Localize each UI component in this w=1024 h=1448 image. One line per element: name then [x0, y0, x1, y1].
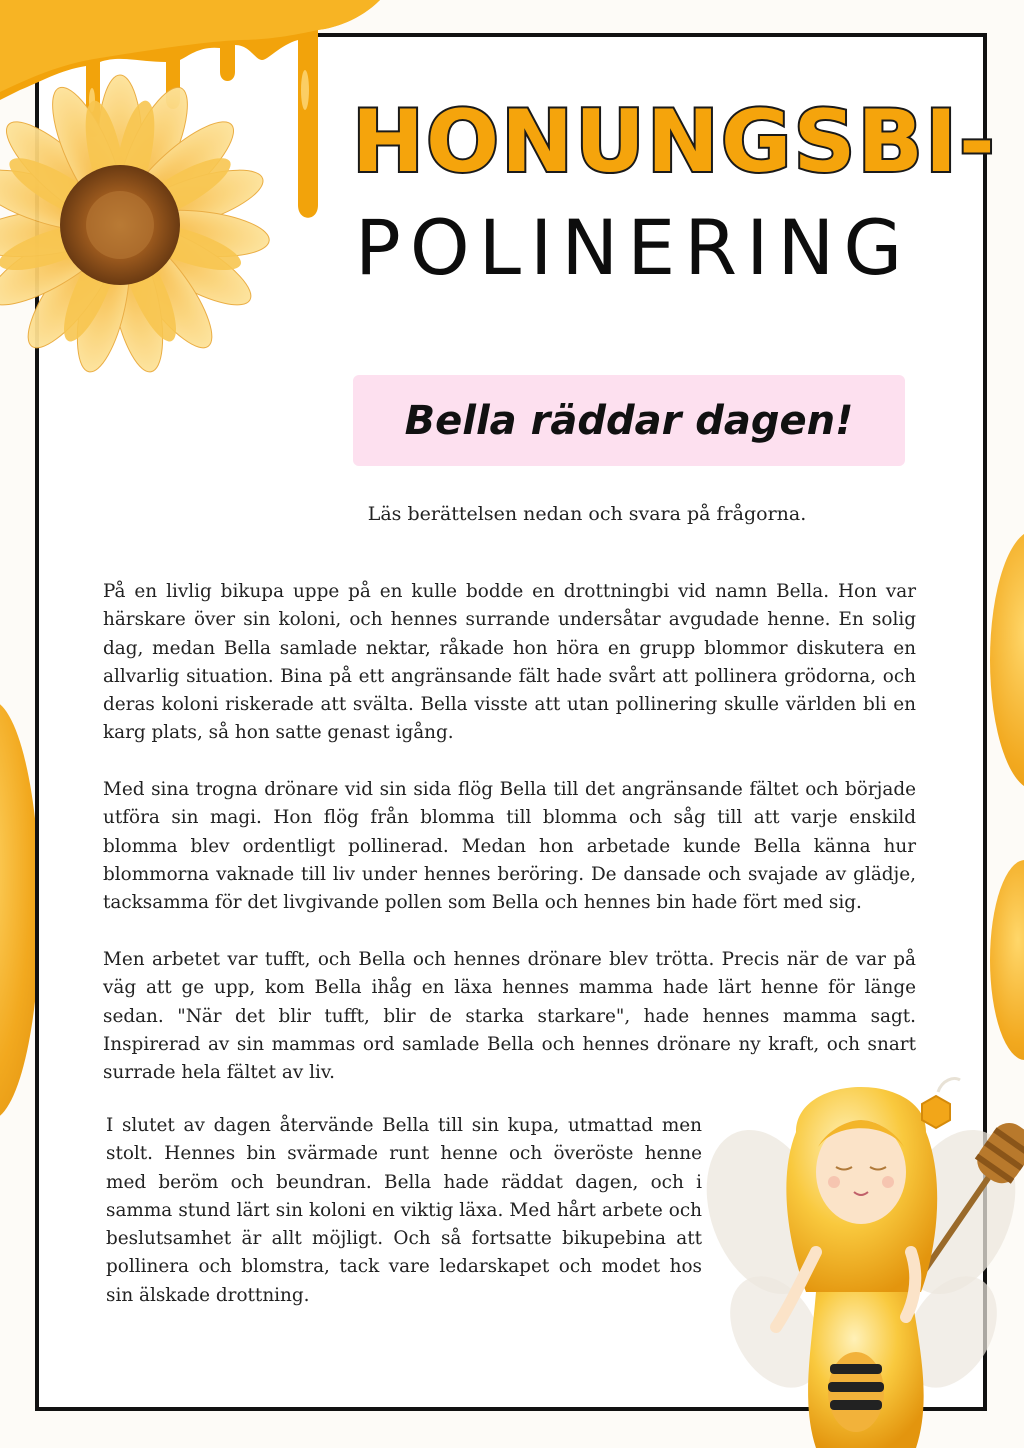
page-title-line-2: POLINERING	[355, 203, 912, 292]
instruction-text: Läs berättelsen nedan och svara på frågorna.	[367, 503, 807, 525]
honey-blob-left	[0, 700, 40, 1120]
story-paragraph-4: I slutet av dagen återvände Bella till sin kupa, utmattad men stolt. Hennes bin svärmade runt henne och överöste henne med beröm och beundran. Bella hade räddat dagen, och i samma stund lärt sin koloni en viktig läxa. Med hårt arbete och beslutsamhet är allt möjligt. Och så fortsatte bikupebina att pollinera och blomstra, tack vare ledarskapet och modet hos sin älskade drottning.	[106, 1115, 702, 1306]
story-paragraph-3: Men arbetet var tufft, och Bella och hennes drönare blev trötta. Precis när de var på väg att ge upp, kom Bella ihåg en läxa hennes mamma hade lärt henne för länge sedan. "När det blir tufft, blir de starka starkare", hade hennes mamma sagt. Inspirerad av sin mammas ord samlade Bella och hennes drönare ny kraft, och snart surrade hela fältet av liv.	[103, 949, 916, 1084]
story-paragraph-2: Med sina trogna drönare vid sin sida flög Bella till det angränsande fältet och började utföra sin magi. Hon flög från blomma till blomma och såg till att varje enskild blomma blev ordentligt pollinerad. Medan hon arbetade kunde Bella känna hur blommorna vaknade till liv under hennes beröring. De dansade och svajade av glädje, tacksamma för det livgivande pollen som Bella och hennes bin hade fört med sig.	[103, 779, 916, 914]
subtitle-banner	[353, 375, 905, 466]
story-paragraph-1: På en livlig bikupa uppe på en kulle bodde en drottningbi vid namn Bella. Hon var härskare över sin koloni, och hennes surrande undersåtar avgudade henne. En solig dag, medan Bella samlade nektar, råkade hon höra en grupp blommor diskutera en allvarlig situation. Bina på ett angränsande fält hade svårt att pollinera grödorna, och deras koloni riskerade att svälta. Bella visste att utan pollinering skulle världen bli en karg plats, så hon satte genast igång.	[103, 581, 916, 744]
subtitle: Bella räddar dagen!	[404, 397, 854, 444]
sunflower-icon	[0, 55, 280, 385]
honey-blob-right-top	[990, 530, 1024, 790]
honey-bee-fairy-icon	[706, 1062, 1024, 1448]
page-title-line-1: HONUNGSBI-	[352, 92, 997, 192]
honey-blob-right-mid	[990, 860, 1024, 1060]
